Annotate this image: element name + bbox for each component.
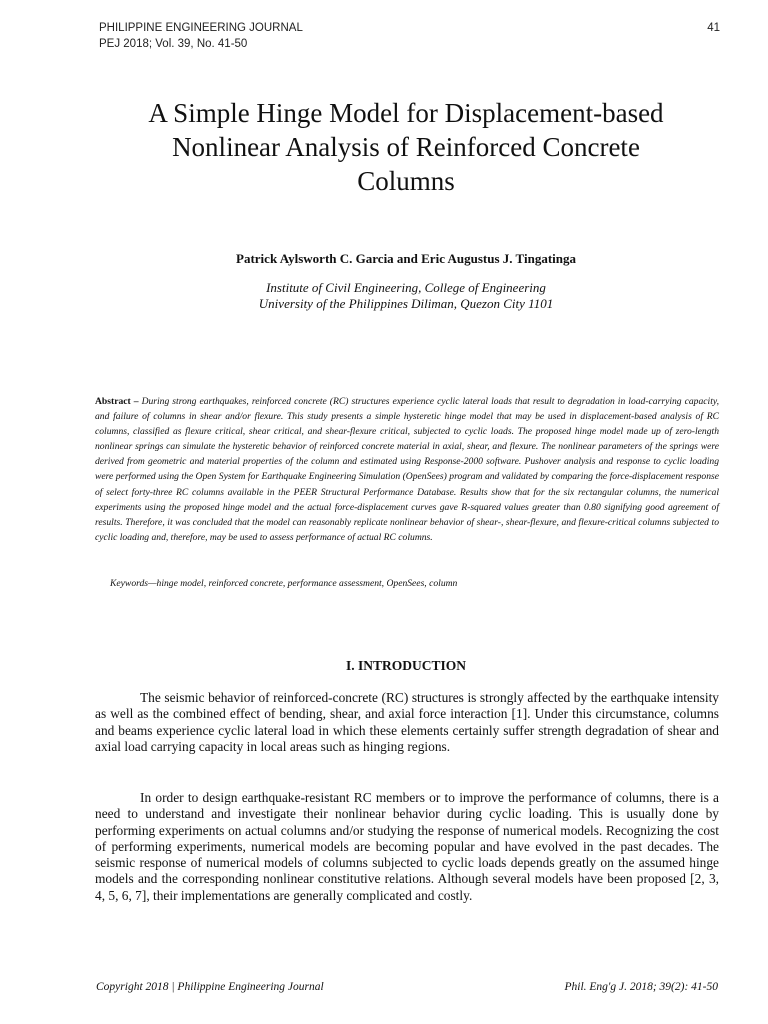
running-header: [99, 20, 303, 52]
abstract-text: During strong earthquakes, reinforced concrete (RC) structures experience cyclic lateral loads that result to degradation in load-carrying capacity, and failure of columns in shear and/or flexure. This study presents a simple hysteretic hinge model that may be used in displacement-based analysis of RC columns, classified as flexure critical, shear critical, and shear-flexure critical, subjected to cyclic loads. The proposed hinge model made up of zero-length nonlinear springs can simulate the hysteretic behavior of reinforced concrete material in axial, shear, and flexure. The nonlinear parameters of the springs were derived from geometric and material properties of the column and estimated using Response-2000 software. Pushover analysis and response to cyclic loading were performed using the Open System for Earthquake Engineering Simulation (OpenSees) program and validated by comparing the force-displacement response of select forty-three RC columns available in the PEER Structural Performance Database. Results show that for the six rectangular columns, the numerical experiments using the proposed hinge model and the actual force-displacement curves gave R-squared values greater than 0.80 signifying good agreement of results. Therefore, it was concluded that the model can reasonably replicate nonlinear behavior of shear-, shear-flexure, and flexure-critical columns subjected to cyclic loading and, therefore, may be used to assess performance of actual RC columns.: [95, 396, 719, 543]
abstract-label: Abstract –: [95, 396, 139, 407]
affiliation: [96, 280, 716, 312]
title-line: A Simple Hinge Model for Displacement-based: [148, 98, 664, 128]
title-line: Columns: [357, 166, 455, 196]
author-list: Patrick Aylsworth C. Garcia and Eric Augustus J. Tingatinga: [236, 251, 576, 266]
copyright-footer: Copyright 2018 | Philippine Engineering Journal: [96, 981, 324, 993]
affiliation-line: Institute of Civil Engineering, College of Engineering: [266, 280, 546, 295]
page-number: 41: [707, 22, 720, 34]
affiliation-line: University of the Philippines Diliman, Quezon City 1101: [258, 296, 554, 311]
issue-info: PEJ 2018; Vol. 39, No. 41-50: [99, 38, 248, 50]
section-heading: I. INTRODUCTION: [345, 658, 467, 673]
journal-name: PHILIPPINE ENGINEERING JOURNAL: [99, 22, 303, 34]
paper-title: [96, 96, 716, 198]
title-line: Nonlinear Analysis of Reinforced Concrete: [172, 132, 640, 162]
abstract: [95, 394, 719, 545]
keywords: Keywords—hinge model, reinforced concrete, performance assessment, OpenSees, column: [110, 578, 458, 589]
citation-footer: Phil. Eng'g J. 2018; 39(2): 41-50: [564, 981, 718, 993]
body-paragraph: The seismic behavior of reinforced-concrete (RC) structures is strongly affected by the earthquake intensity as well as the combined effect of bending, shear, and axial force interaction [1]. Under this circumstance, columns and beams experience cyclic lateral load in which these elements certainly suffer strength degradation of shear and axial load carrying capacity in local areas such as hinging regions.: [95, 690, 719, 754]
body-paragraph: In order to design earthquake-resistant RC members or to improve the performance of columns, there is a need to understand and investigate their nonlinear behavior during cyclic loading. This is usually done by performing experiments on actual columns and/or studying the response of numerical models. Recognizing the cost of performing experiments, numerical models are becoming popular and have evolved in the past decades. The seismic response of numerical models of columns subjected to cyclic loads depends greatly on the assumed hinge models and the corresponding nonlinear constitutive relations. Although several models have been proposed [2, 3, 4, 5, 6, 7], their implementations are generally complicated and costly.: [95, 790, 719, 903]
